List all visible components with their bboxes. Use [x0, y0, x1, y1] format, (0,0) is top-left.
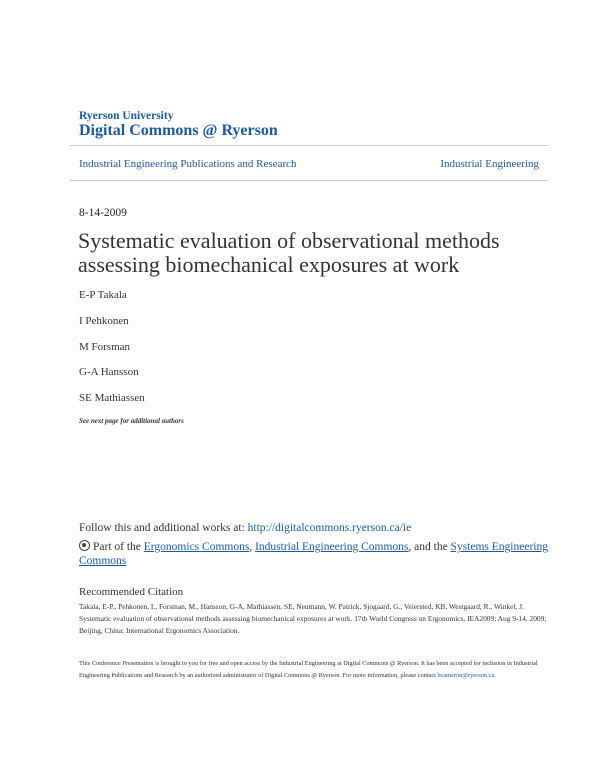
citation-heading: Recommended Citation: [79, 586, 184, 598]
publication-date: 8-14-2009: [79, 207, 127, 219]
author-name: G-A Hansson: [79, 366, 139, 378]
author-name: I Pehkonen: [79, 315, 129, 327]
systems-engineering-commons-link[interactable]: Systems Engineering Commons: [79, 541, 548, 567]
citation-text: Takala, E-P., Pehkonen, I., Forsman, M., Hansson, G-A, Mathiassen, SE, Neumann, W. Patrick, Sjogaard, G., Veiersted, KB, Westgaard, R., Winkel, J. Systematic evaluation of observational methods assessing biomechanical exposures at work. 17th World Congress on Ergonomics, IEA2009; Aug 9-14, 2009; Beijing, China: International Ergonomics Association.: [79, 602, 547, 635]
separator-text: , and the: [408, 541, 451, 553]
part-of-line: [79, 540, 549, 568]
repository-url-link[interactable]: http://digitalcommons.ryerson.ca/ie: [247, 522, 412, 534]
footer-text: This Conference Presentation is brought to you for free and open access by the Industrial Engineering at Digital Commons @ Ryerson. It has been accepted for inclusion in Industrial Engineering Publications and Research by an authorized administrator of Digital Commons @ Ryerson. For more information, please contact: [79, 660, 538, 679]
ergonomics-commons-link[interactable]: Ergonomics Commons: [143, 541, 250, 553]
collection-link[interactable]: Industrial Engineering Publications and Research: [79, 158, 297, 170]
follow-label: Follow this and additional works at:: [79, 522, 248, 534]
breadcrumb-divider: [70, 180, 548, 181]
separator-text: ,: [249, 541, 256, 553]
footer-notice: [79, 658, 551, 681]
author-name: SE Mathiassen: [79, 392, 145, 404]
part-of-label: Part of the: [93, 541, 144, 553]
commons-network-icon: [79, 540, 90, 551]
industrial-engineering-commons-link[interactable]: Industrial Engineering Commons: [255, 541, 409, 553]
repository-title[interactable]: Digital Commons @ Ryerson: [79, 122, 278, 139]
paper-title: Systematic evaluation of observational methods assessing biomechanical exposures at work: [78, 228, 500, 277]
author-name: E-P Takala: [79, 289, 127, 301]
footer-end: .: [494, 671, 496, 679]
university-name: Ryerson University: [79, 110, 174, 122]
additional-authors-note: See next page for additional authors: [79, 417, 184, 425]
department-link[interactable]: Industrial Engineering: [440, 158, 539, 170]
header-divider: [70, 145, 548, 146]
author-name: M Forsman: [79, 341, 131, 353]
contact-email-link[interactable]: bcameron@ryerson.ca: [437, 671, 495, 679]
follow-line: [79, 522, 411, 534]
